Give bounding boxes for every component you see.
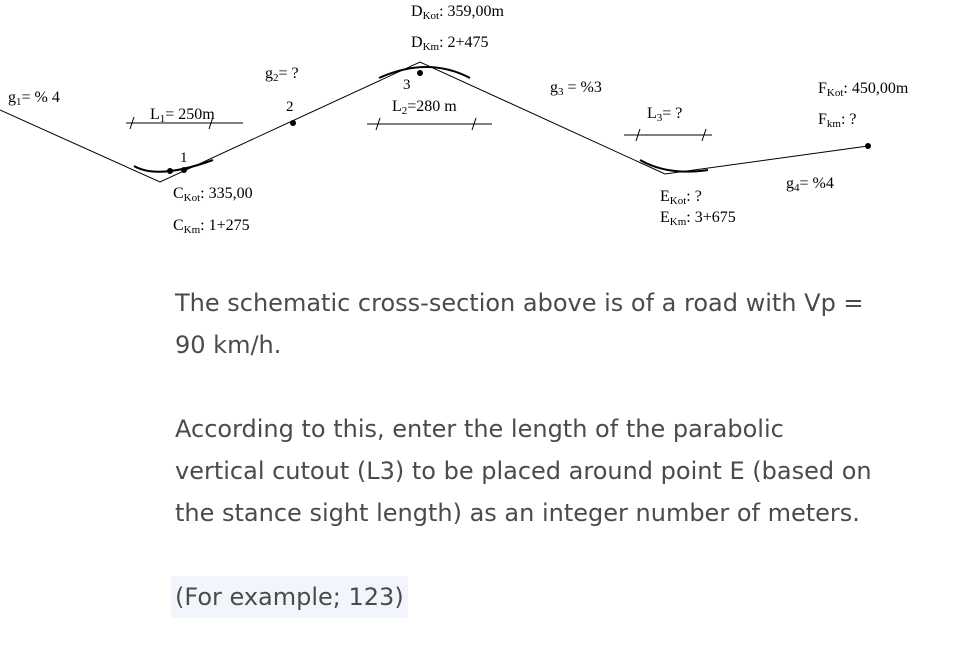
point-e-station: EKm: 3+675	[660, 209, 736, 228]
point-d-elevation: DKot: 359,00m	[411, 3, 504, 22]
question-paragraph-1: The schematic cross-section above is of a road with Vp = 90 km/h.	[175, 289, 864, 359]
grade-g3-label: g3 = %3	[550, 79, 602, 98]
grade-g2-label: g2= ?	[265, 65, 299, 84]
length-l2-label: L2=280 m	[392, 98, 457, 117]
grade-g1-label: g1= % 4	[8, 89, 60, 108]
question-text	[175, 282, 875, 618]
point-c-station: CKm: 1+275	[173, 217, 250, 236]
road-grade-line	[0, 62, 868, 182]
vertical-curve-3	[379, 67, 470, 78]
dimension-l2	[367, 118, 492, 130]
length-l3-label: L3= ?	[647, 105, 683, 124]
marker-3: 3	[403, 77, 411, 93]
length-l1-label: L1= 250m	[150, 106, 215, 125]
question-paragraph-2: According to this, enter the length of the parabolic vertical cutout (L3) to be placed around point E (based on the stance sight length) as an integer number of meters.	[175, 415, 872, 527]
point-f	[865, 143, 871, 149]
point-1a	[167, 168, 173, 174]
point-c-elevation: CKot: 335,00	[173, 185, 253, 204]
point-f-station: Fkm: ?	[818, 111, 857, 130]
point-3	[417, 70, 423, 76]
road-profile-diagram	[0, 0, 960, 280]
grade-g4-label: g4= %4	[786, 175, 834, 194]
vertical-curve-1	[134, 160, 213, 172]
dimension-l3	[624, 129, 712, 141]
answer-example: (For example; 123)	[171, 576, 408, 618]
marker-2: 2	[286, 99, 294, 115]
point-f-elevation: FKot: 450,00m	[818, 80, 909, 99]
point-1b	[181, 167, 187, 173]
point-e-elevation: EKot: ?	[660, 188, 702, 207]
marker-1: 1	[180, 150, 188, 166]
point-d-station: DKm: 2+475	[411, 34, 489, 53]
point-2	[290, 120, 296, 126]
